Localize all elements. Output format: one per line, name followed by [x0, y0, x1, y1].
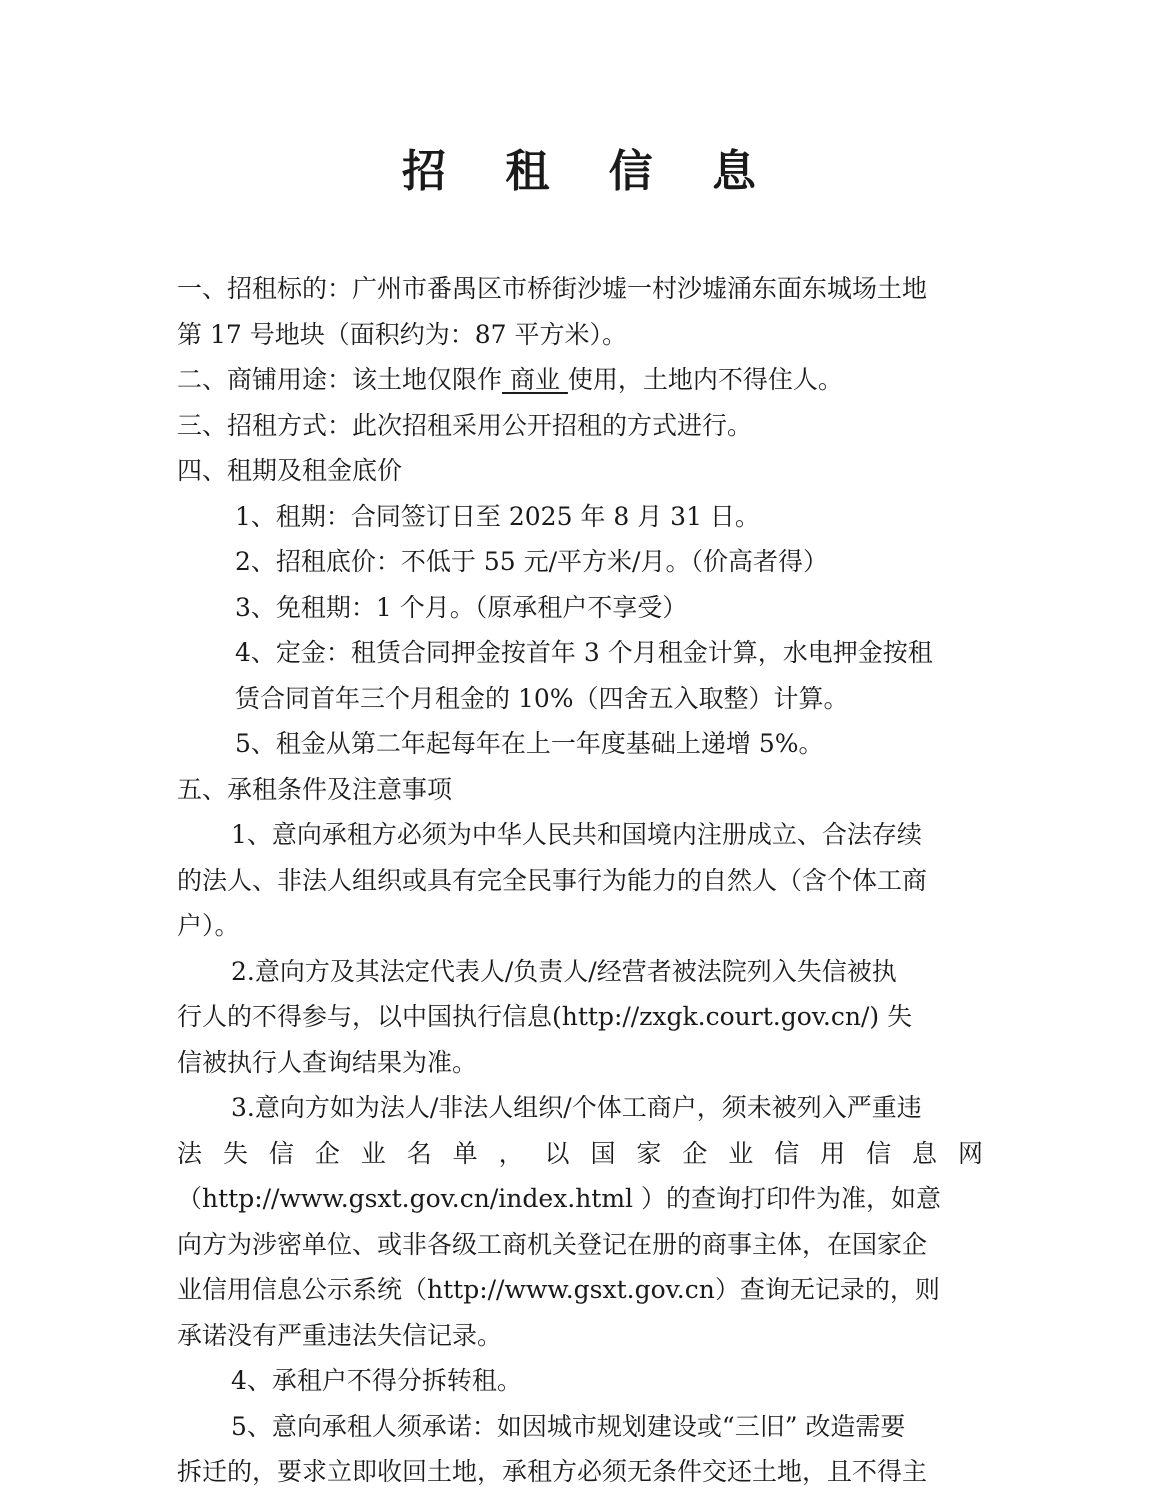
- justified-char: 用: [820, 1138, 846, 1168]
- justified-char: 信: [268, 1138, 294, 1168]
- justified-char: 单: [452, 1138, 478, 1168]
- text-line: 拆迁的，要求立即收回土地，承租方必须无条件交还土地，且不得主: [177, 1457, 928, 1486]
- justified-char: 业: [360, 1138, 386, 1168]
- justified-char: 名: [406, 1138, 432, 1168]
- justified-line: [177, 1131, 983, 1177]
- text-line: 业信用信息公示系统（http://www.gsxt.gov.cn）查询无记录的，则: [177, 1275, 940, 1304]
- document-body: [177, 266, 983, 1495]
- text-line: 2.意向方及其法定代表人/负责人/经营者被法院列入失信被执: [231, 956, 897, 986]
- text-line: 行人的不得参与，以中国执行信息(http://zxgk.court.gov.cn/) 失: [177, 1002, 913, 1031]
- justified-char: 信: [866, 1138, 892, 1168]
- justified-char: ，: [498, 1138, 524, 1168]
- text-line: （http://www.gsxt.gov.cn/index.html ）的查询打印件为准，如意: [177, 1184, 941, 1213]
- section-heading: 四、租期及租金底价: [177, 456, 403, 485]
- text-line: 2、招租底价：不低于 55 元/平方米/月。（价高者得）: [235, 547, 828, 576]
- section-heading: 五、承租条件及注意事项: [177, 774, 453, 804]
- text-line: 一、招租标的：广州市番禺区市桥街沙墟一村沙墟涌东面东城场土地: [177, 274, 928, 303]
- justified-char: 以: [544, 1138, 570, 1168]
- justified-char: 息: [912, 1138, 938, 1168]
- text-line: [177, 357, 983, 403]
- text-line: 3.意向方如为法人/非法人组织/个体工商户，须未被列入严重违: [231, 1093, 922, 1122]
- justified-char: 失: [222, 1138, 248, 1168]
- text-line: 1、租期：合同签订日至 2025 年 8 月 31 日。: [235, 501, 760, 531]
- text-line: 的法人、非法人组织或具有完全民事行为能力的自然人（含个体工商: [177, 865, 928, 895]
- text-line: 赁合同首年三个月租金的 10%（四舍五入取整）计算。: [235, 683, 849, 713]
- justified-char: 家: [636, 1138, 662, 1168]
- justified-char: 国: [590, 1138, 616, 1168]
- justified-char: 网: [957, 1138, 983, 1168]
- text-line: 1、意向承租方必须为中华人民共和国境内注册成立、合法存续: [231, 820, 922, 849]
- text-line: 户）。: [177, 911, 240, 940]
- text-line: 4、承租户不得分拆转租。: [231, 1366, 522, 1395]
- justified-char: 信: [774, 1138, 800, 1168]
- text-line: 承诺没有严重违法失信记录。: [177, 1320, 503, 1350]
- text-line: 5、租金从第二年起每年在上一年度基础上递增 5%。: [235, 729, 824, 758]
- text-line: 信被执行人查询结果为准。: [177, 1047, 478, 1077]
- justified-char: 业: [728, 1138, 754, 1168]
- text-segment: 使用，土地内不得住人。: [567, 365, 843, 394]
- text-line: 向方为涉密单位、或非各级工商机关登记在册的商事主体，在国家企: [177, 1229, 928, 1259]
- text-line: 4、定金：租赁合同押金按首年 3 个月租金计算，水电押金按租: [235, 638, 933, 667]
- document-title: 招 租 信 息: [402, 146, 778, 197]
- justified-char: 法: [177, 1138, 203, 1168]
- text-line: 三、招租方式：此次招租采用公开招租的方式进行。: [177, 410, 753, 440]
- justified-char: 企: [682, 1138, 708, 1168]
- text-line: 5、意向承租人须承诺：如因城市规划建设或“三旧” 改造需要: [231, 1411, 906, 1441]
- text-segment: 二、商铺用途：该土地仅限作: [177, 365, 503, 394]
- text-line: 第 17 号地块（面积约为：87 平方米）。: [177, 319, 627, 349]
- text-line: 3、免租期：1 个月。（原承租户不享受）: [235, 592, 688, 622]
- underlined-usage: 商业: [502, 365, 568, 394]
- justified-char: 企: [314, 1138, 340, 1168]
